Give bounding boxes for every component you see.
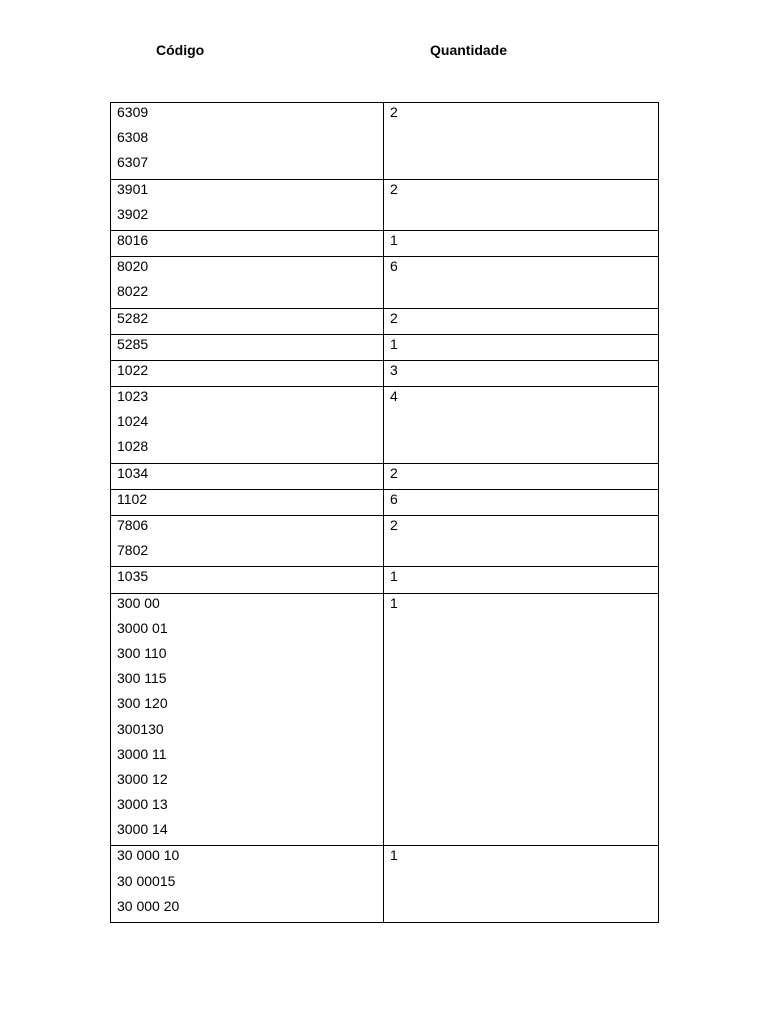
quantidade-cell <box>384 103 659 180</box>
quantity-value: 6 <box>390 490 398 507</box>
quantidade-cell <box>384 489 659 515</box>
quantity-value: 2 <box>390 180 398 197</box>
codes-table <box>110 102 659 923</box>
code-value: 7802 <box>117 542 149 559</box>
code-value: 30 000 10 <box>117 847 180 864</box>
codigo-cell <box>111 489 384 515</box>
quantidade-cell <box>384 846 659 923</box>
codigo-cell <box>111 593 384 846</box>
code-value: 1023 <box>117 388 149 405</box>
code-value: 30 000 20 <box>117 897 180 914</box>
table-row <box>111 463 659 489</box>
quantidade-cell <box>384 387 659 464</box>
quantity-value: 4 <box>390 388 398 405</box>
table-row <box>111 593 659 846</box>
quantity-value: 3 <box>390 361 398 378</box>
quantity-value: 2 <box>390 464 398 481</box>
code-value: 300 00 <box>117 594 160 611</box>
quantidade-cell <box>384 593 659 846</box>
quantidade-cell <box>384 463 659 489</box>
quantidade-cell <box>384 179 659 230</box>
table-row <box>111 516 659 567</box>
code-value: 8022 <box>117 283 149 300</box>
codigo-cell <box>111 103 384 180</box>
table-row <box>111 360 659 386</box>
codigo-cell <box>111 516 384 567</box>
codigo-cell <box>111 387 384 464</box>
code-value: 1035 <box>117 568 149 585</box>
table-row <box>111 179 659 230</box>
quantity-value: 2 <box>390 104 398 120</box>
code-value: 3901 <box>117 180 149 197</box>
code-value: 300130 <box>117 720 164 737</box>
code-value: 300 115 <box>117 670 167 687</box>
codigo-cell <box>111 257 384 308</box>
code-value: 3000 12 <box>117 770 168 787</box>
quantity-value: 1 <box>390 335 398 352</box>
quantity-value: 1 <box>390 231 398 248</box>
table-row <box>111 489 659 515</box>
table-body <box>111 103 659 923</box>
quantity-value: 1 <box>390 568 398 585</box>
quantidade-cell <box>384 360 659 386</box>
codigo-cell <box>111 567 384 593</box>
codigo-cell <box>111 360 384 386</box>
code-value: 5282 <box>117 309 149 326</box>
code-value: 6307 <box>117 154 149 171</box>
quantity-value: 2 <box>390 517 398 533</box>
code-value: 3000 13 <box>117 796 168 813</box>
code-value: 8020 <box>117 258 149 275</box>
quantidade-cell <box>384 230 659 256</box>
code-value: 6309 <box>117 104 149 120</box>
table-row <box>111 257 659 308</box>
code-value: 3000 01 <box>117 619 168 636</box>
table-row <box>111 334 659 360</box>
code-value: 3000 14 <box>117 821 168 838</box>
codigo-cell <box>111 846 384 923</box>
quantity-value: 1 <box>390 847 398 864</box>
quantidade-cell <box>384 308 659 334</box>
code-value: 1024 <box>117 413 149 430</box>
column-header-codigo: Código <box>156 42 205 58</box>
codigo-cell <box>111 179 384 230</box>
table-row <box>111 387 659 464</box>
code-value: 300 110 <box>117 644 167 661</box>
quantidade-cell <box>384 257 659 308</box>
code-value: 6308 <box>117 129 149 146</box>
code-value: 300 120 <box>117 695 168 712</box>
table-row <box>111 308 659 334</box>
code-value: 1022 <box>117 361 149 378</box>
quantity-value: 6 <box>390 258 398 275</box>
code-value: 30 00015 <box>117 872 176 889</box>
table-row <box>111 103 659 180</box>
quantity-value: 2 <box>390 309 398 326</box>
codigo-cell <box>111 463 384 489</box>
codigo-cell <box>111 230 384 256</box>
quantidade-cell <box>384 516 659 567</box>
column-header-quantidade: Quantidade <box>430 42 508 58</box>
table-row <box>111 230 659 256</box>
code-value: 5285 <box>117 335 149 352</box>
code-value: 8016 <box>117 231 149 248</box>
code-value: 3902 <box>117 205 149 222</box>
codigo-cell <box>111 308 384 334</box>
code-value: 1034 <box>117 464 149 481</box>
code-value: 3000 11 <box>117 745 167 762</box>
table-row <box>111 846 659 923</box>
table-row <box>111 567 659 593</box>
code-value: 7806 <box>117 517 149 533</box>
quantidade-cell <box>384 334 659 360</box>
code-value: 1102 <box>117 490 148 507</box>
codigo-cell <box>111 334 384 360</box>
code-value: 1028 <box>117 438 149 455</box>
quantidade-cell <box>384 567 659 593</box>
quantity-value: 1 <box>390 594 398 611</box>
